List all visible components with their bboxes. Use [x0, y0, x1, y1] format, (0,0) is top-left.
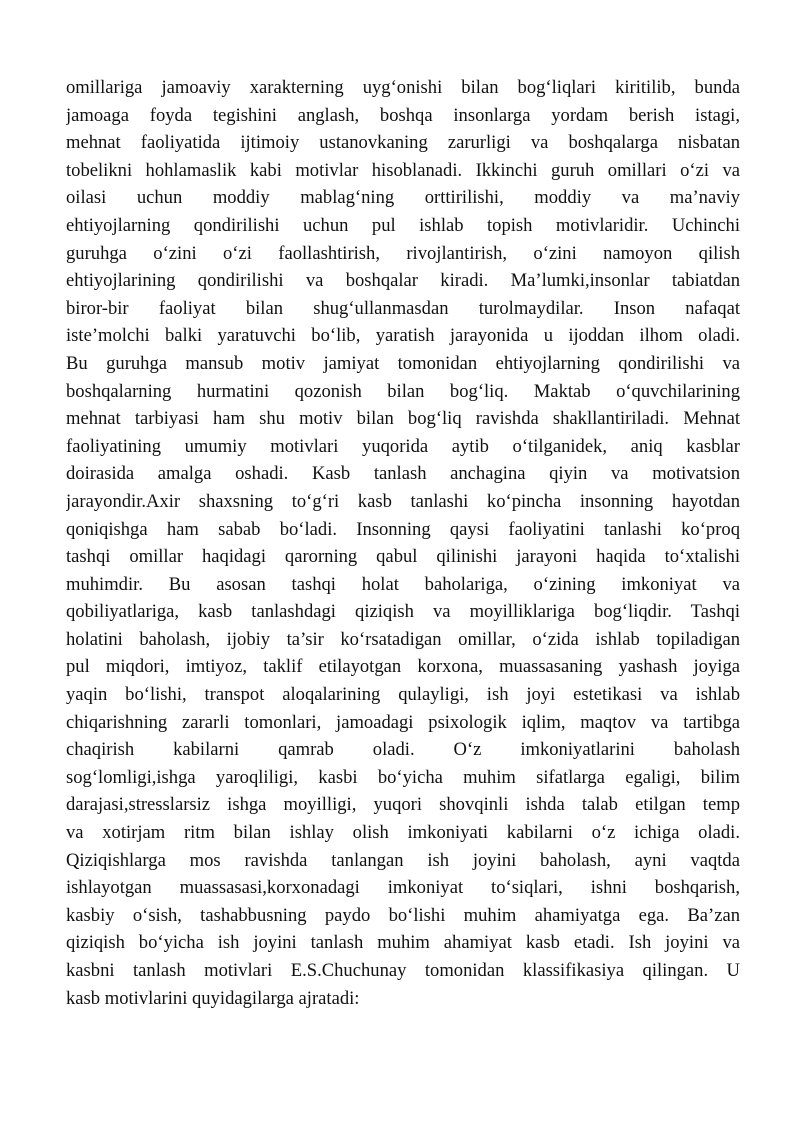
text-line: ishlayotgan muassasasi,korxonadagi imkoniyat to‘siqlari, ishni boshqarish,	[66, 877, 740, 899]
text-line: chiqarishning zararli tomonlari, jamoadagi psixologik iqlim, maqtov va tartibga	[66, 711, 740, 733]
text-line: oilasi uchun moddiy mablag‘ning orttirilishi, moddiy va ma’naviy	[66, 187, 740, 209]
text-line: guruhga o‘zini o‘zi faollashtirish, rivojlantirish, o‘zini namoyon qilish	[66, 242, 740, 264]
text-line: ehtiyojlarining qondirilishi va boshqalar kiradi. Ma’lumki,insonlar tabiatdan	[66, 270, 740, 292]
text-line: darajasi,stresslarsiz ishga moyilligi, yuqori shovqinli ishda talab etilgan temp	[66, 794, 740, 816]
text-line: Bu guruhga mansub motiv jamiyat tomonidan ehtiyojlarning qondirilishi va	[66, 352, 740, 374]
text-line: Qiziqishlarga mos ravishda tanlangan ish joyini baholash, ayni vaqtda	[66, 849, 740, 871]
body-paragraph	[66, 74, 740, 1012]
text-line: faoliyatining umumiy motivlari yuqorida aytib o‘tilganidek, aniq kasblar	[66, 435, 740, 457]
text-line: tobelikni hohlamaslik kabi motivlar hisoblanadi. Ikkinchi guruh omillari o‘zi va	[66, 159, 740, 181]
document-page	[66, 74, 740, 1012]
text-line: tashqi omillar haqidagi qarorning qabul qilinishi jarayoni haqida to‘xtalishi	[66, 546, 740, 568]
text-line: muhimdir. Bu asosan tashqi holat baholariga, o‘zining imkoniyat va	[66, 573, 740, 595]
text-line: jamoaga foyda tegishini anglash, boshqa insonlarga yordam berish istagi,	[66, 104, 740, 126]
text-line: chaqirish kabilarni qamrab oladi. O‘z imkoniyatlarini baholash	[66, 739, 740, 761]
text-line: sog‘lomligi,ishga yaroqliligi, kasbi bo‘yicha muhim sifatlarga egaligi, bilim	[66, 766, 740, 788]
text-line: qobiliyatlariga, kasb tanlashdagi qiziqish va moyilliklariga bog‘liqdir. Tashqi	[66, 601, 740, 623]
text-line: holatini baholash, ijobiy ta’sir ko‘rsatadigan omillar, o‘zida ishlab topiladigan	[66, 628, 740, 650]
text-line: qoniqishga ham sabab bo‘ladi. Insonning qaysi faoliyatini tanlashi ko‘proq	[66, 518, 740, 540]
text-line: boshqalarning hurmatini qozonish bilan bog‘liq. Maktab o‘quvchilarining	[66, 380, 740, 402]
text-line: omillariga jamoaviy xarakterning uyg‘onishi bilan bog‘liqlari kiritilib, bunda	[66, 77, 740, 98]
text-line: kasbiy o‘sish, tashabbusning paydo bo‘lishi muhim ahamiyatga ega. Ba’zan	[66, 904, 740, 926]
text-line: biror-bir faoliyat bilan shug‘ullanmasdan turolmaydilar. Inson nafaqat	[66, 297, 740, 319]
text-line: ehtiyojlarning qondirilishi uchun pul ishlab topish motivlaridir. Uchinchi	[66, 214, 740, 236]
text-line: yaqin bo‘lishi, transpot aloqalarining qulayligi, ish joyi estetikasi va ishlab	[66, 684, 740, 706]
text-line: kasbni tanlash motivlari E.S.Chuchunay tomonidan klassifikasiya qilingan. U	[66, 960, 740, 981]
text-line: qiziqish bo‘yicha ish joyini tanlash muhim ahamiyat kasb etadi. Ish joyini va	[66, 932, 740, 954]
text-line: mehnat tarbiyasi ham shu motiv bilan bog‘liq ravishda shakllantiriladi. Mehnat	[66, 408, 740, 430]
text-line: iste’molchi balki yaratuvchi bo‘lib, yaratish jarayonida u ijoddan ilhom oladi.	[66, 325, 740, 347]
text-line: kasb motivlarini quyidagilarga ajratadi:	[66, 987, 360, 1009]
text-line: va xotirjam ritm bilan ishlay olish imkoniyati kabilarni o‘z ichiga oladi.	[66, 822, 740, 844]
text-line: pul miqdori, imtiyoz, taklif etilayotgan korxona, muassasaning yashash joyiga	[66, 656, 740, 678]
text-line: doirasida amalga oshadi. Kasb tanlash anchagina qiyin va motivatsion	[66, 463, 740, 485]
text-line: jarayondir.Axir shaxsning to‘g‘ri kasb tanlashi ko‘pincha insonning hayotdan	[66, 490, 740, 512]
text-line: mehnat faoliyatida ijtimoiy ustanovkaning zarurligi va boshqalarga nisbatan	[66, 132, 740, 154]
